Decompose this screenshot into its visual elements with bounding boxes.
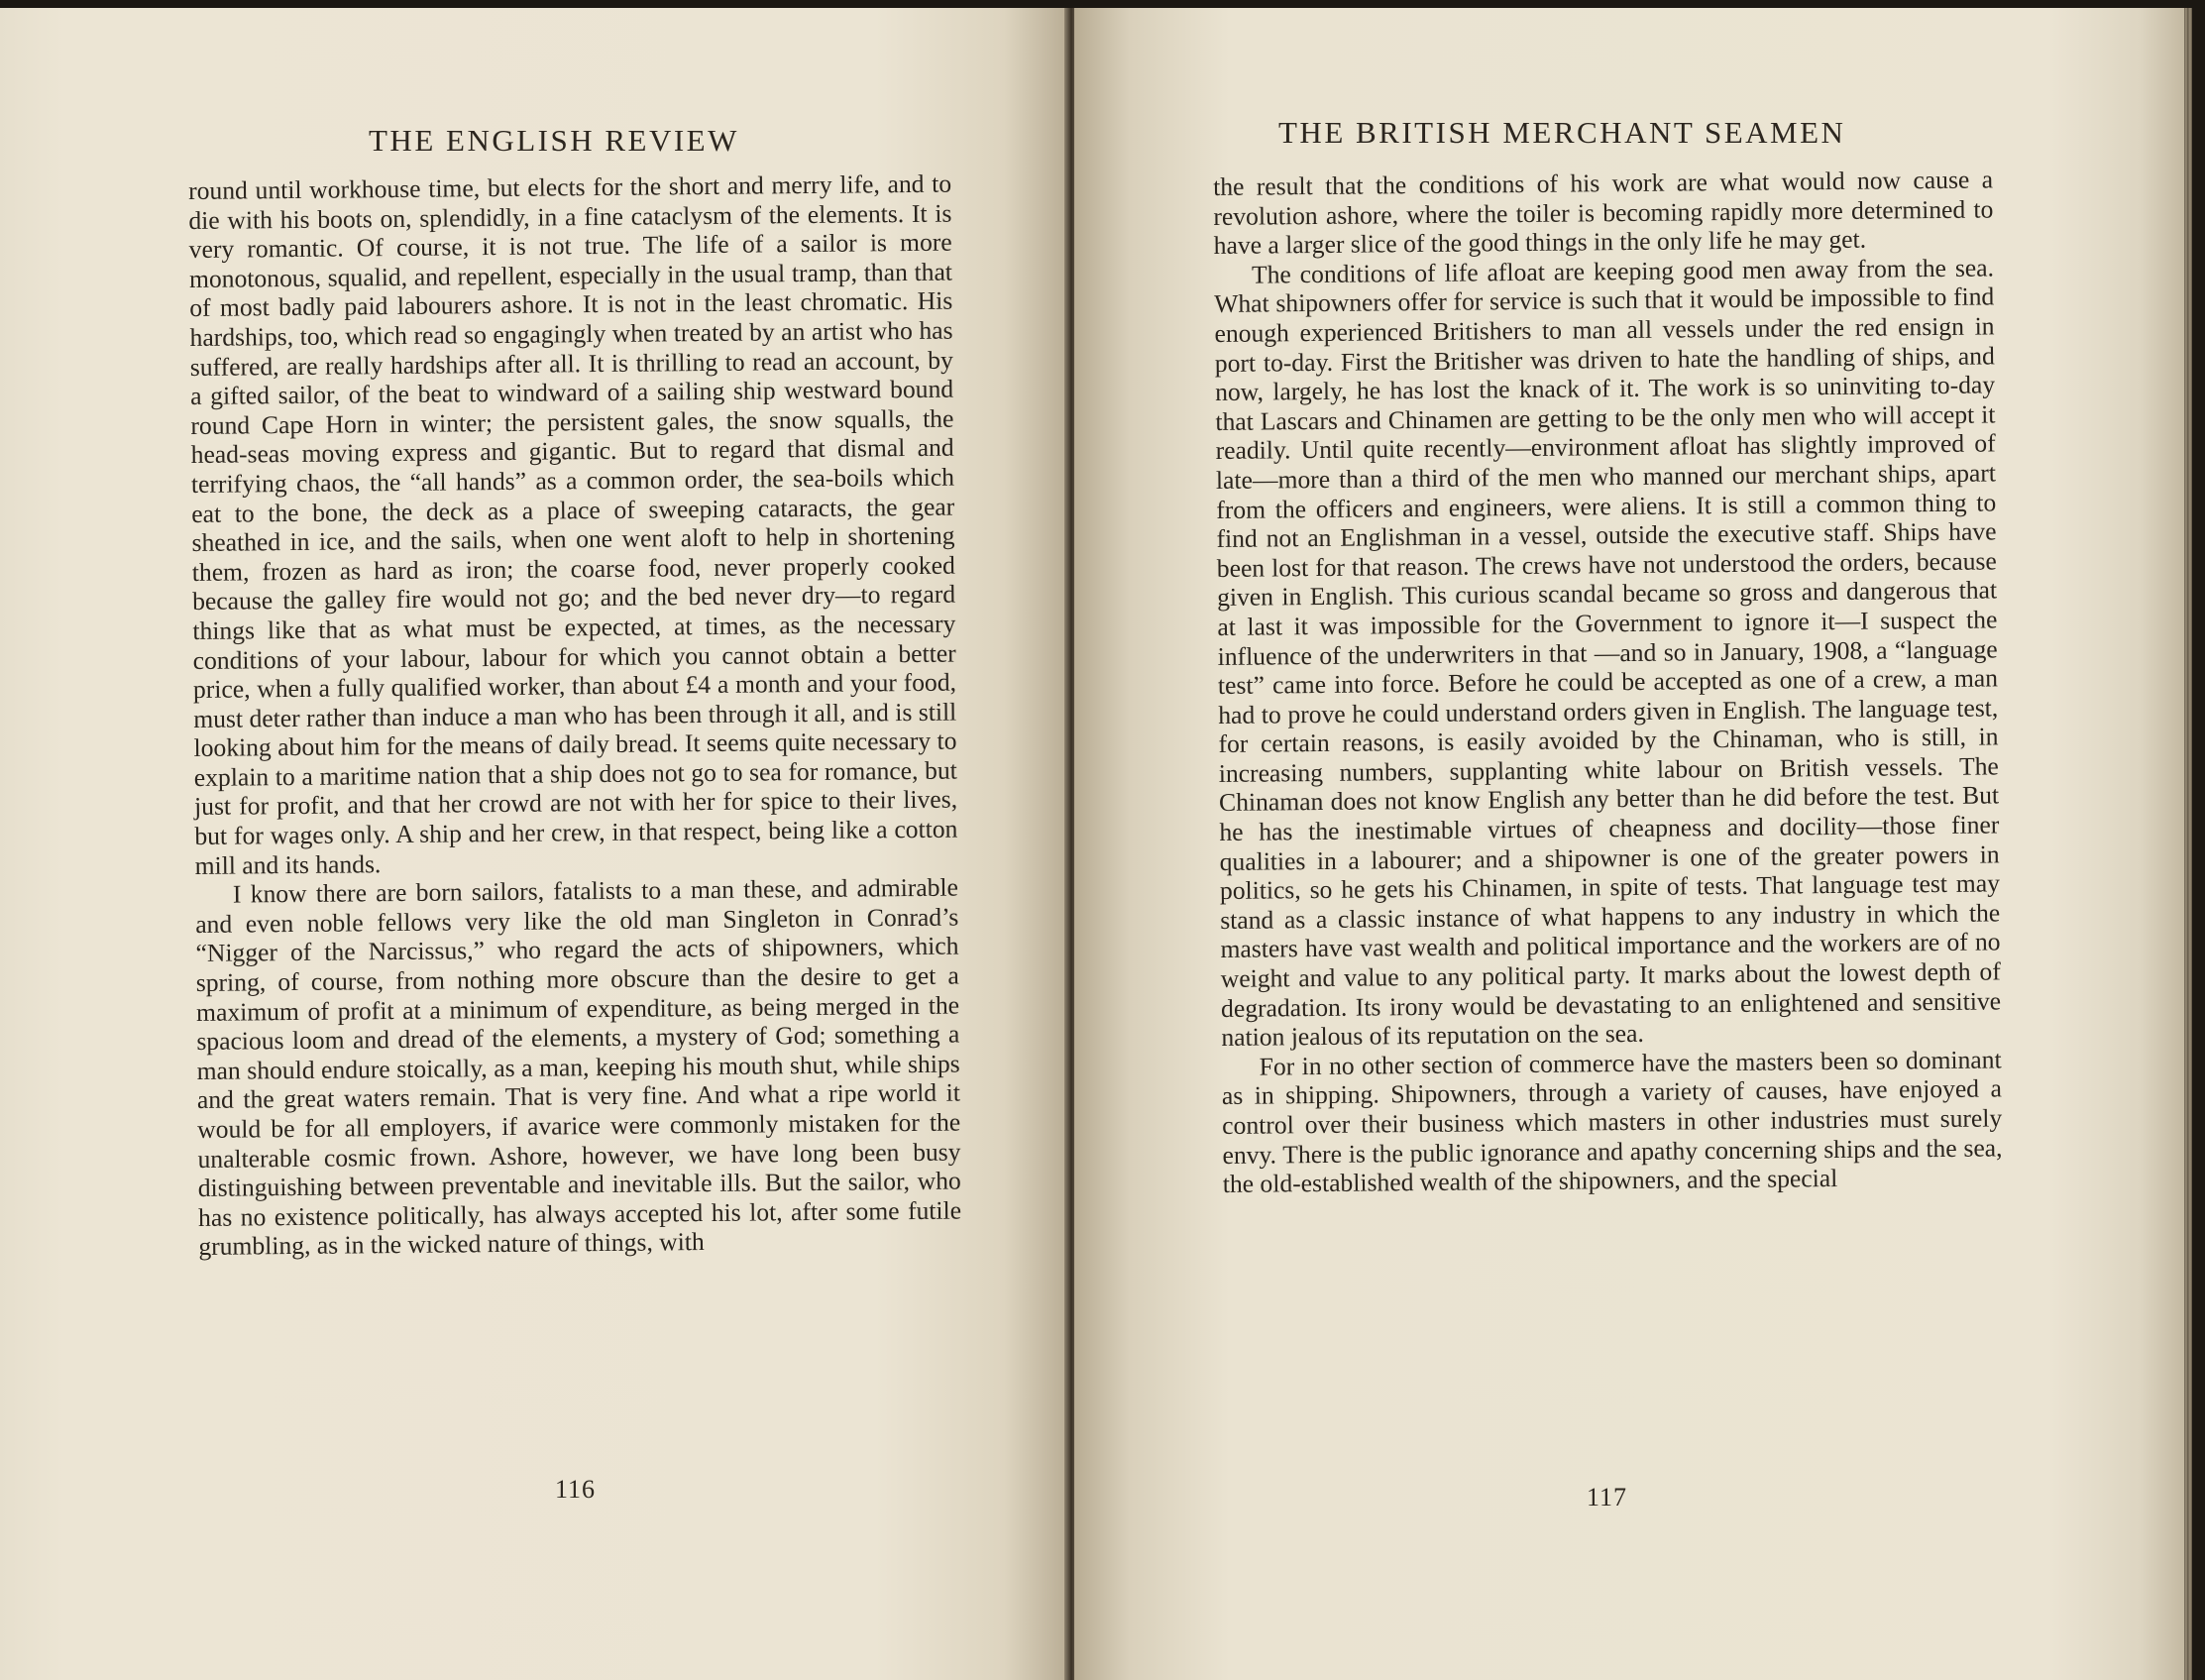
page-edges bbox=[2184, 8, 2192, 1680]
book-spread bbox=[0, 8, 2192, 1680]
left-page bbox=[0, 8, 1068, 1680]
running-head: THE ENGLISH REVIEW bbox=[369, 123, 739, 158]
right-page bbox=[1074, 8, 2184, 1680]
page-number: 116 bbox=[555, 1475, 597, 1504]
paragraph: I know there are born sailors, fatalists to a man these, and admirable and even noble fellows very like the old man Singleton in Conrad’s “Nigger of the Narcissus,” who regard the acts of shipowners, which spring, of course, from nothing more obscure than the desire to get a maximum of profit at a minimum of expenditure, as being merged in the spacious loom and dread of the elements, a mystery of God; something a man should endure stoically, as a man, keeping his mouth shut, while ships and the great waters remain. That is very fine. And what a ripe world it would be for all employers, if avarice were commonly mistaken for the unalterable cosmic frown. Ashore, however, we have long been busy distinguishing between preventable and inevitable ills. But the sailor, who has no existence politically, has always accepted his lot, after some futile grumbling, as in the wicked nature of things, with bbox=[195, 872, 962, 1262]
paragraph: the result that the conditions of his work are what would now cause a revolution ashore, where the toiler is becoming rapidly more determined to have a larger slice of the good things in the only life he may get. bbox=[1213, 165, 1994, 261]
page-number: 117 bbox=[1587, 1483, 1628, 1512]
running-head: THE BRITISH MERCHANT SEAMEN bbox=[1278, 115, 1846, 150]
paragraph: For in no other section of commerce have the masters been so dominant as in shipping. Shipowners, through a variety of causes, have enjoyed a control over their business which masters in other industries must surely envy. There is the public ignorance and apathy concerning ships and the sea, the old-established wealth of the shipowners, and the special bbox=[1221, 1045, 2003, 1199]
body-text bbox=[1213, 165, 2003, 1198]
paragraph: The conditions of life afloat are keeping good men away from the sea. What shipowners offer for service is such that it would be impossible to find enough experienced Britishers to man all vessels under the red ensign in port to-day. First the Britisher was driven to hate the handling of ships, and now, largely, he has lost the knack of it. The work is so uninviting to-day that Lascars and Chinamen are getting to be the only men who will accept it readily. Until quite recently—environment afloat has slightly improved of late—more than a third of the men who manned our merchant ships, apart from the officers and engineers, were aliens. It is still a common thing to find not an Englishman in a vessel, outside the executive staff. Ships have been lost for that reason. The crews have not understood the orders, because given in English. This curious scandal became so gross and dangerous that at last it was impossible for the Government to ignore it—I suspect the influence of the underwriters in that —and so in January, 1908, a “language test” came into force. Before he could be accepted as one of a crew, a man had to prove he could understand orders given in English. The language test, for certain reasons, is easily avoided by the Chinaman, who is still, in increasing numbers, supplanting white labour on British vessels. The Chinaman does not know English any better than he did before the test. But he has the inestimable virtues of cheapness and docility—those finer qualities in a labourer; and a shipowner is one of the greater powers in politics, so he gets his Chinamen, in spite of tests. That language test may stand as a classic instance of what happens to any industry in which the masters have vast wealth and political importance and the workers are of no weight and value to any political party. It marks about the lowest depth of degradation. Its irony would be devastating to an enlightened and sensitive nation jealous of its reputation on the sea. bbox=[1214, 253, 2002, 1053]
paragraph: round until workhouse time, but elects for the short and merry life, and to die with his boots on, splendidly, in a fine cataclysm of the elements. It is very romantic. Of course, it is not true. The life of a sailor is more monotonous, squalid, and repellent, especially in the usual tramp, than that of most badly paid labourers ashore. It is not in the least chromatic. His hardships, too, which read so engagingly when treated by an artist who has suffered, are really hardships after all. It is thrilling to read an account, by a gifted sailor, of the beat to windward of a sailing ship westward bound round Cape Horn in winter; the persistent gales, the snow squalls, the head-seas moving express and gigantic. But to regard that dismal and terrifying chaos, the “all hands” as a common order, the sea-boils which eat to the bone, the deck as a place of sweeping cataracts, the gear sheathed in ice, and the sails, when one went aloft to help in shortening them, frozen as hard as iron; the coarse food, never properly cooked because the galley fire would not go; and the bed never dry—to regard things like that as what must be expected, at times, as the necessary conditions of your labour, labour for which you cannot obtain a better price, when a fully qualified worker, than about £4 a month and your food, must deter rather than induce a man who has been through it all, and is still looking about him for the means of daily bread. It seems quite necessary to explain to a maritime nation that a ship does not go to sea for romance, but just for profit, and that her crowd are not with her for spice to their lives, but for wages only. A ship and her crew, in that respect, being like a cotton mill and its hands. bbox=[188, 168, 958, 880]
body-text bbox=[188, 169, 961, 1262]
